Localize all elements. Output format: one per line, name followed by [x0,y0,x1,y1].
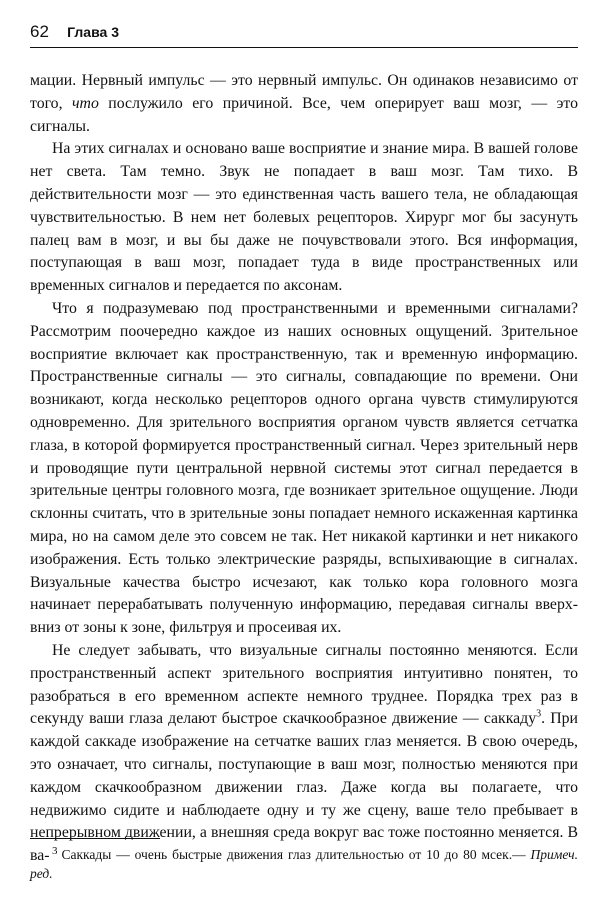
footnote-text: Саккады — очень быстрые движения глаз длительностью от 10 до 80 мсек.— [61,847,531,862]
paragraph-2: На этих сигналах и основано ваше восприятие и знание мира. В вашей голове нет света. Там темно. Звук не попадает в ваш мозг. Там тихо. В действительности мозг — это единственная часть вашего тела, не обладающая чувствительностью. В нем нет болевых рецепторов. Хирург мог бы засунуть палец вам в мозг, и вы бы даже не почувствовали этого. Вся информация, поступающая в ваш мозг, попадает туда в виде пространственных или временных сигналов и передается по аксонам. [30,140,578,295]
footnote-mark: 3 [52,844,58,857]
chapter-title: Глава 3 [67,24,119,40]
body-text [30,70,578,868]
paragraph-1: мации. Нервный импульс — это нервный импульс. Он одинаков независимо от того, что послужило его причиной. Все, чем оперирует ваш мозг, — это сигналы. [30,72,578,135]
footnote-reference[interactable]: 3 [536,709,542,721]
footnote-rule [30,838,160,839]
page-number: 62 [30,22,49,41]
emphasis-word: что [72,94,99,112]
paragraph-4: Не следует забывать, что визуальные сигналы постоянно меняются. Если пространственный аспект зрительного восприятия интуитивно понятен, то разобраться в его временном аспекте немного труднее. Порядка трех раз в секунду ваши глаза делают быстрое скачкообразное движение — саккаду$^3$. При каждой саккаде изображение на сетчатке ваших глаз меняется. В свою очередь, это означает, что сигналы, поступающие в ваш мозг, полностью меняются при каждом скачкообразном движении глаз. Даже когда вы полагаете, что недвижимо сидите и наблюдаете одну и ту же сцену, ваше тело пребывает в непрерывном движении, а внешняя среда вокруг вас тоже постоянно меняется. В ва- [30,641,578,865]
header-rule [30,47,578,48]
footnote [30,845,578,883]
running-head [30,22,578,46]
editor-note: Примеч. ред. [30,847,578,881]
paragraph-3: Что я подразумеваю под пространственными и временными сигналами? Рассмотрим поочередно каждое из наших основных ощущений. Зрительное восприятие включает как пространственную, так и временную информацию. Пространственные сигналы — это сигналы, совпадающие по времени. Они возникают, когда несколько рецепторов одного органа чувств стимулируются одновременно. Для зрительного восприятия органом чувств является сетчатка глаза, в которой формируется пространственный сигнал. Через зрительный нерв и проводящие пути центральной нервной системы этот сигнал передается в зрительные центры головного мозга, где возникает зрительное ощущение. Люди склонны считать, что в зрительные зоны попадает немного искаженная картинка мира, но на самом деле это совсем не так. Нет никакой картинки и нет никакого изображения. Есть только электрические разряды, вспыхивающие в сигналах. Визуальные качества быстро исчезают, как только кора головного мозга начинает перерабатывать полученную информацию, передавая сигналы вверх-вниз от зоны к зоне, фильтруя и просеивая их. [30,299,578,637]
